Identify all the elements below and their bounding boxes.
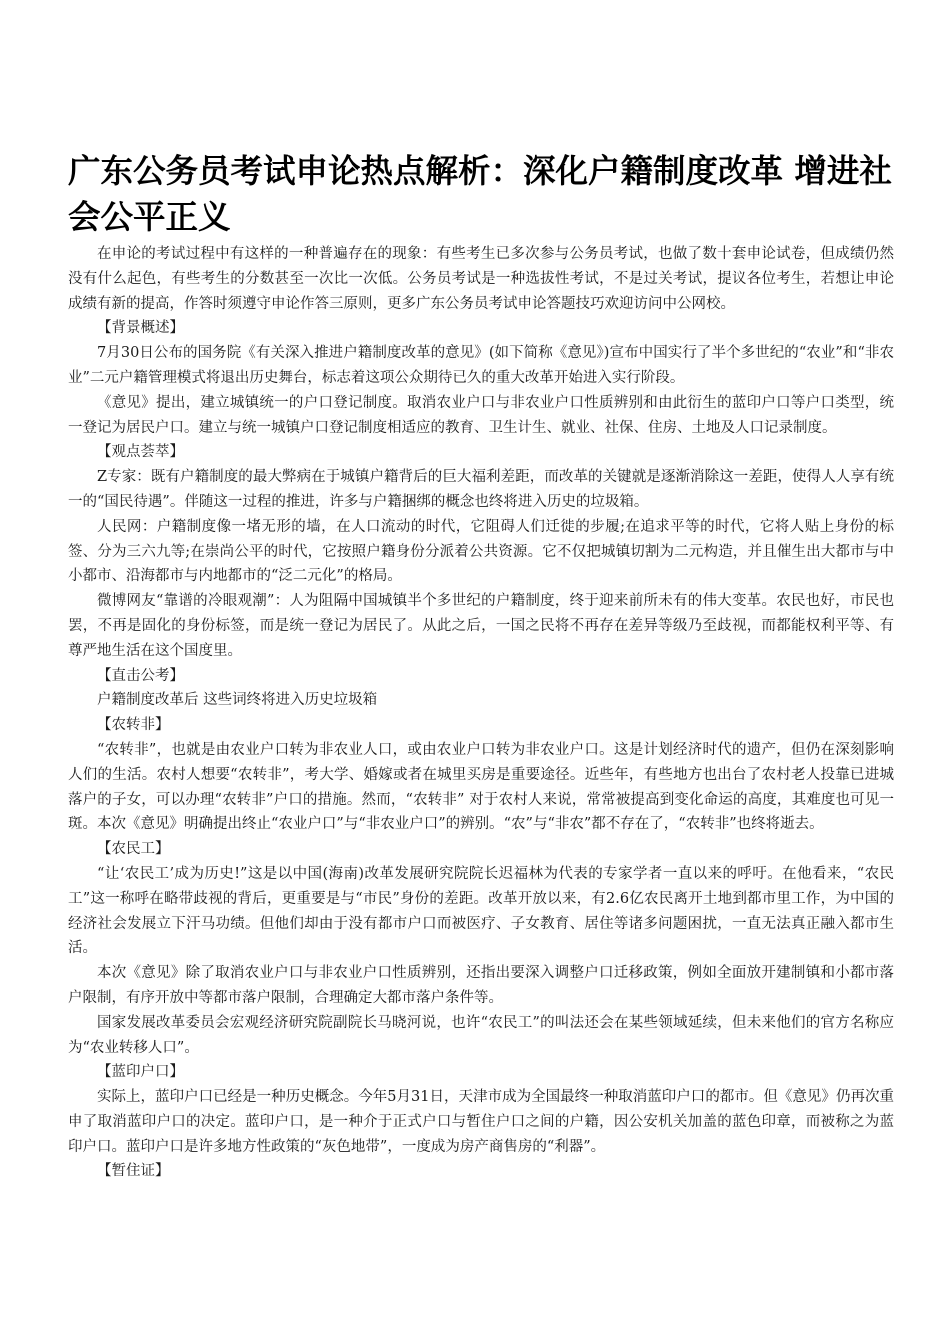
paragraph: 微博网友“靠谱的冷眼观潮”：人为阻隔中国城镇半个多世纪的户籍制度，终于迎来前所未有的伟大变革。农民也好，市民也罢，不再是固化的身份标签，而是统一登记为居民了。从此之后，一国之民将不再存在差异等级乃至歧视，而都能权利平等、有尊严地生活在这个国度里。 — [68, 593, 894, 659]
paragraph: 本次《意见》除了取消农业户口与非农业户口性质辨别，还指出要深入调整户口迁移政策，例如全面放开建制镇和小都市落户限制，有序开放中等都市落户限制，合理确定大都市落户条件等。 — [68, 965, 894, 1006]
section-heading-exam: 【直击公考】 — [97, 667, 184, 684]
paragraph: 《意见》提出，建立城镇统一的户口登记制度。取消农业户口与非农业户口性质辨别和由此衍生的蓝印户口等户口类型，统一登记为居民户口。建立与统一城镇户口登记制度相适应的教育、卫生计生、就业、社保、住房、土地及人口记录制度。 — [68, 394, 894, 436]
paragraph: “让‘农民工’成为历史!”这是以中国(海南)改革发展研究院院长迟福林为代表的专家学者一直以来的呼吁。在他看来，“农民工”这一称呼在略带歧视的背后，更重要是与“市民”身份的差距。改革开放以来，有2.6亿农民离开土地到都市里工作，为中国的经济社会发展立下汗马功绩。但他们却由于没有都市户口而被医疗、子女教育、居住等诸多问题困扰，一直无法真正融入都市生活。 — [68, 865, 894, 957]
intro-paragraph: 在申论的考试过程中有这样的一种普遍存在的现象：有些考生已多次参与公务员考试，也做了数十套申论试卷，但成绩仍然没有什么起色，有些考生的分数甚至一次比一次低。公务员考试是一种选拔性考试，不是过关考试，提议各位考生，若想让申论成绩有新的提高，作答时须遵守申论作答三原则，更多广东公务员考试申论答题技巧欢迎访问中公网校。 — [68, 246, 894, 312]
paragraph: “农转非”，也就是由农业户口转为非农业人口，或由农业户口转为非农业户口。这是计划经济时代的遗产，但仍在深刻影响人们的生活。农村人想要“农转非”，考大学、婚嫁或者在城里买房是重要途径。近些年，有些地方也出台了农村老人投靠已进城落户的子女，可以办理“农转非”户口的措施。然而，“农转非” 对于农村人来说，常常被提高到变化命运的高度，其难度也可见一斑。本次《意见》明确提出终止“农业户口”与“非农业户口”的辨别。“农”与“非农”都不存在了，“农转非”也终将逝去。 — [68, 741, 894, 833]
paragraph: Z专家：既有户籍制度的最大弊病在于城镇户籍背后的巨大福利差距，而改革的关键就是逐渐消除这一差距，使得人人享有统一的“国民待遇”。伴随这一过程的推进，许多与户籍捆绑的概念也终将进入历史的垃圾箱。 — [68, 469, 894, 510]
section-heading-blue-stamp: 【蓝印户口】 — [97, 1064, 184, 1081]
section-heading-temp-residence: 【暂住证】 — [97, 1163, 170, 1180]
section-heading-migrant-workers: 【农民工】 — [97, 841, 170, 858]
section-heading-viewpoints: 【观点荟萃】 — [97, 444, 184, 461]
paragraph: 国家发展改革委员会宏观经济研究院副院长马晓河说，也许“农民工”的叫法还会在某些领域延续，但未来他们的官方名称应为“农业转移人口”。 — [68, 1014, 894, 1056]
section-heading-background: 【背景概述】 — [97, 320, 184, 337]
paragraph: 人民网：户籍制度像一堵无形的墙，在人口流动的时代，它阻碍人们迁徙的步履;在追求平等的时代，它将人贴上身份的标签、分为三六九等;在崇尚公平的时代，它按照户籍身份分派着公共资源。它不仅把城镇切割为二元构造，并且催生出大都市与中小都市、沿海都市与内地都市的“泛二元化”的格局。 — [68, 518, 894, 585]
page-title: 广东公务员考试申论热点解析：深化户籍制度改革 增进社会公平正义 — [68, 152, 892, 236]
subtitle-line: 户籍制度改革后 这些词终将进入历史垃圾箱 — [97, 692, 378, 709]
paragraph: 实际上，蓝印户口已经是一种历史概念。今年5月31日，天津市成为全国最终一种取消蓝印户口的都市。但《意见》仍再次重申了取消蓝印户口的决定。蓝印户口，是一种介于正式户口与暂住户口之间的户籍，因公安机关加盖的蓝色印章，而被称之为蓝印户口。蓝印户口是许多地方性政策的“灰色地带”，一度成为房产商售房的“利器”。 — [68, 1089, 894, 1155]
paragraph: 7月30日公布的国务院《有关深入推进户籍制度改革的意见》(如下简称《意见》)宣布中国实行了半个多世纪的“农业”和“非农业”二元户籍管理模式将退出历史舞台，标志着这项公众期待已久的重大改革开始进入实行阶段。 — [68, 345, 894, 386]
section-heading-nongzhuanfei: 【农转非】 — [97, 717, 170, 734]
article-body — [68, 242, 894, 1184]
